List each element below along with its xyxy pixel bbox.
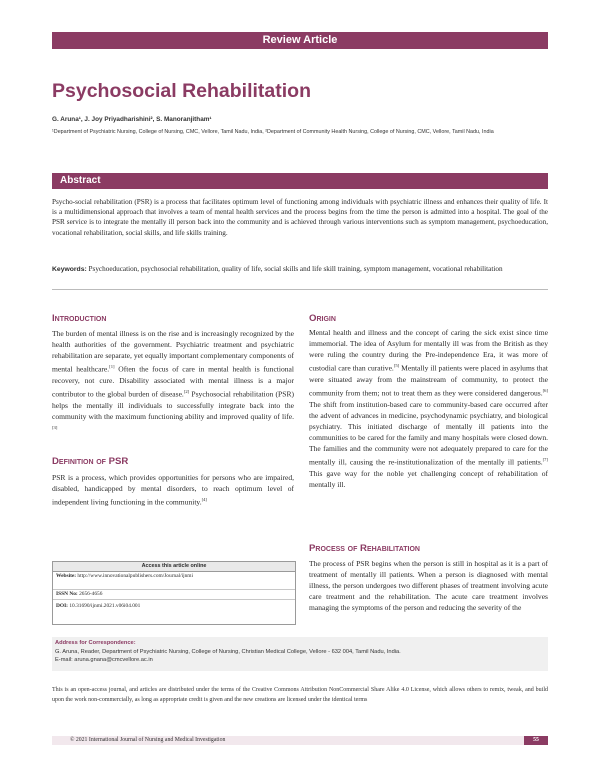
article-type-label: Review Article [262,34,338,46]
introduction-heading: Introduction [52,313,107,324]
access-online-heading: Access this article online [53,562,295,572]
access-doi-row: DOI: 10.31690/ijnmi.2021.v06i04.001 [56,603,141,609]
correspondence-box [52,637,548,671]
origin-heading: Origin [309,313,336,324]
keywords-label: Keywords: [52,266,87,273]
process-text: The process of PSR begins when the person is still in hospital as it is a part of treatment of mentally ill patients. When a person is diagnosed with mental illness, the person undergoes two different phases of treatment involving acute care treatment and the rehabilitation. The acute care treatment involves managing the symptoms of the person and reducing the severity of the [309,559,548,613]
abstract-heading: Abstract [60,175,101,186]
correspondence-label: Address for Correspondence: [55,640,136,646]
citation[interactable]: [7] [542,457,548,463]
correspondence-address: G. Aruna, Reader, Department of Psychiatric Nursing, College of Nursing, Christian Medical College, Vellore - 632 004, Tamil Nadu, India. [55,648,401,655]
affiliations: ¹Department of Psychiatric Nursing, College of Nursing, CMC, Vellore, Tamil Nadu, India, ²Department of Community Health Nursing, College of Nursing, CMC, Vellore, Tamil Nadu, India [52,129,494,135]
doi-link[interactable]: 10.31690/ijnmi.2021.v06i04.001 [69,603,141,609]
definition-text: PSR is a process, which provides opportunities for persons who are impaired, disabled, handicapped by mental disorders, to reach optimum level of independent living functioning in the community.[4] [52,473,294,507]
abstract-banner [52,173,548,189]
page-footer [52,736,548,745]
article-type-banner [52,32,548,49]
authors: G. Aruna¹, J. Joy Priyadharishini², S. Manoranjitham¹ [52,116,212,123]
origin-text: Mental health and illness and the concept of caring the sick exist since time immemorial. The idea of Asylum for mentally ill was from the British as they were ruling the country during the Pre-independence Era, it was more of custodial care than curative.[5] Mentally ill patients were placed in asylums that were situated away from the mainstream of community, to protect the community from them; not to treat them as they were considered dangerous.[6] The shift from institution-based care to community-based care occurred after the advent of advances in medicine, psychodynamic psychiatry, and biological psychiatry. This initiated discharge of mentally ill patients into the communities to be cared for the family and many hospitals were closed down. The families and the community were not adequately prepared to care for the mentally ill, causing the re-institutionalization of the mentally ill patients.[7] This gave way for the noble yet challenging concept of rehabilitation of mentally ill. [309,328,549,489]
definition-heading: Definition of PSR [52,456,129,467]
citation[interactable]: [2] [183,388,190,394]
footer-copyright: © 2021 International Journal of Nursing and Medical Investigation [70,737,226,743]
page-number: 55 [524,736,548,745]
introduction-text: The burden of mental illness is on the rise and is increasingly recognized by the health authorities of the government. Psychiatric treatment and psychiatric rehabilitation are separate, yet equally important complementary components of mental healthcare.[1] Often the focus of care in mental health is functional recovery, not cure. Disability associated with mental illness is a major contributor to the global burden of disease.[2] Psychosocial rehabilitation (PSR) helps the mentally ill individuals to successfully integrate back into the community with the maximum functioning ability and improved quality of life.[3] [52,329,294,430]
access-issn-row: ISSN No: 2656-4656 [53,590,295,600]
divider [52,289,548,290]
citation[interactable]: [5] [393,363,400,369]
access-website-row: Website: http://www.innovationalpublishers.com/Journal/ijnmi [53,572,295,590]
keywords-text: Psychoeducation, psychosocial rehabilitation, quality of life, social skills and life skill training, symptom management, vocational rehabilitation [88,265,503,273]
license-text: This is an open-access journal, and articles are distributed under the terms of the Creative Commons Attribution NonCommercial Share Alike 4.0 License, which allows others to remix, tweak, and build upon the work non-commercially, as long as appropriate credit is given and the new creations are licensed under the identical terms [52,687,548,703]
website-link[interactable]: http://www.innovationalpublishers.com/Journal/ijnmi [77,573,193,579]
access-online-box [52,561,296,625]
article-title: Psychosocial Rehabilitation [52,80,311,102]
citation[interactable]: [1] [109,364,115,370]
keywords [52,264,548,275]
citation[interactable]: [6] [542,387,548,393]
citation[interactable]: [4] [201,497,207,503]
abstract-text: Psycho-social rehabilitation (PSR) is a process that facilitates optimum level of functioning among individuals with psychiatric illness and enhances their quality of life. It is a multidimensional approach that involves a team of mental health services and the process begins from the time the person is admitted into a hospital. The goal of the PSR service is to integrate the mentally ill person back into the community and is achieved through various interventions such as symptom management, psychoeducation, vocational rehabilitation, social skills, and life skills training. [52,198,548,237]
process-heading: Process of Rehabilitation [309,543,420,554]
correspondence-email[interactable]: E-mail: aruna.gnana@cmcvellore.ac.in [55,657,153,663]
citation[interactable]: [3] [52,424,58,430]
